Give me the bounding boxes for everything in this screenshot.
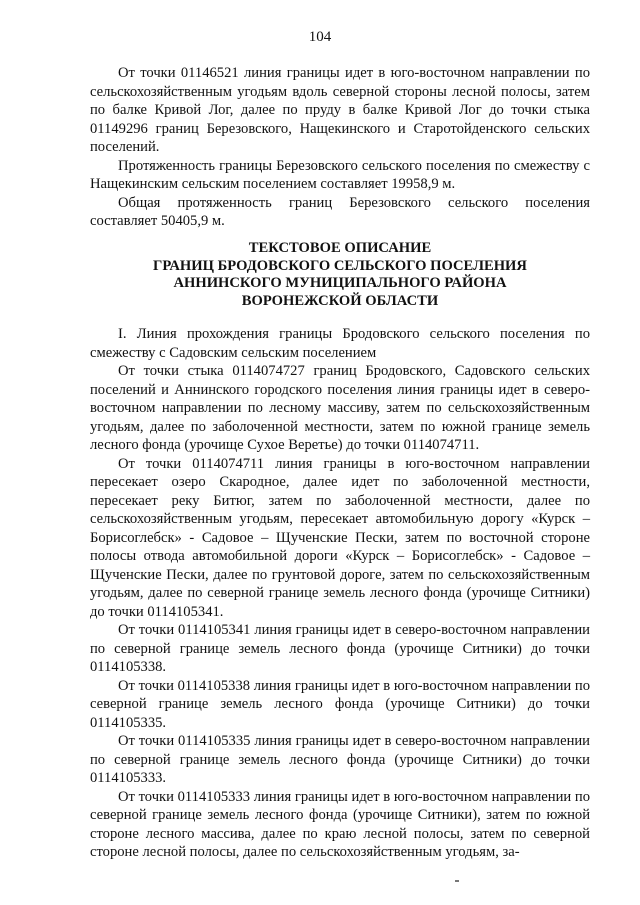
title-line: АННИНСКОГО МУНИЦИПАЛЬНОГО РАЙОНА bbox=[173, 275, 507, 291]
paragraph: От точки 0114105338 линия границы идет в юго-восточном направлении по северной границе земель лесного фонда (урочище Ситники) до точки 0114105335. bbox=[90, 677, 590, 731]
paragraph: От точки стыка 0114074727 границ Бродовского, Садовского сельских поселений и Аннинского городского поселения линия границы идет в северо-восточном направлении по лесному массиву, затем по сельскохозяйственным угодьям, далее по заболоченной местности, затем по южной границе земель лесного фонда (урочище Сухое Веретье) до точки 0114074711. bbox=[90, 363, 590, 453]
paragraph: Протяженность границы Березовского сельского поселения по смежеству с Нащекинским сельским поселением составляет 19958,9 м. bbox=[90, 157, 590, 192]
section-brodovskoe-description bbox=[90, 325, 590, 862]
paragraph: От точки 0114105341 линия границы идет в северо-восточном направлении по северной границе земель лесного фонда (урочище Ситники) до точки 0114105338. bbox=[90, 622, 590, 675]
paragraph: От точки 0114105333 линия границы идет в юго-восточном направлении по северной границе земель лесного фонда (урочище Ситники), затем по южной стороне лесного массива, далее по краю лесной полосы, затем по северной стороне лесной полосы, далее по сельскохозяйственным угодьям, за- bbox=[90, 788, 590, 860]
scan-mark bbox=[455, 880, 459, 882]
section-title bbox=[90, 240, 590, 310]
paragraph: От точки 0114105335 линия границы идет в северо-восточном направлении по северной границе земель лесного фонда (урочище Ситники) до точки 0114105333. bbox=[90, 733, 590, 786]
paragraph: От точки 01146521 линия границы идет в юго-восточном направлении по сельскохозяйственным угодьям вдоль северной стороны лесной полосы, затем по балке Кривой Лог, далее по пруду в балке Кривой Лог до точки стыка 01149296 границ Березовского, Нащекинского и Старотойденского сельских поселений. bbox=[90, 65, 590, 155]
title-line: ТЕКСТОВОЕ ОПИСАНИЕ bbox=[248, 240, 432, 256]
page-number: 104 bbox=[308, 29, 332, 45]
paragraph: Общая протяженность границ Березовского сельского поселения составляет 50405,9 м. bbox=[90, 194, 590, 229]
paragraph: От точки 0114074711 линия границы в юго-восточном направлении пересекает озеро Скародное, далее идет по заболоченной местности, пересекает реку Битюг, затем по заболоченной местности, далее по сельскохозяйственным угодьям, пересекает автомобильную дорогу «Курск – Борисоглебск» - Садовое – Щученские Пески, затем по восточной стороне полосы отвода автомобильной дороги «Курск – Борисоглебск» - Садовое – Щученские Пески, далее по грунтовой дороге, затем по сельскохозяйственным угодьям, далее по северной границе земель лесного фонда (урочище Ситники) до точки 0114105341. bbox=[90, 455, 590, 620]
title-line: ВОРОНЕЖСКОЙ ОБЛАСТИ bbox=[241, 292, 439, 309]
section-berezovskoe-end bbox=[90, 64, 590, 231]
title-line: ГРАНИЦ БРОДОВСКОГО СЕЛЬСКОГО ПОСЕЛЕНИЯ bbox=[153, 257, 527, 274]
paragraph: I. Линия прохождения границы Бродовского сельского поселения по смежеству с Садовским сельским поселением bbox=[90, 326, 590, 361]
